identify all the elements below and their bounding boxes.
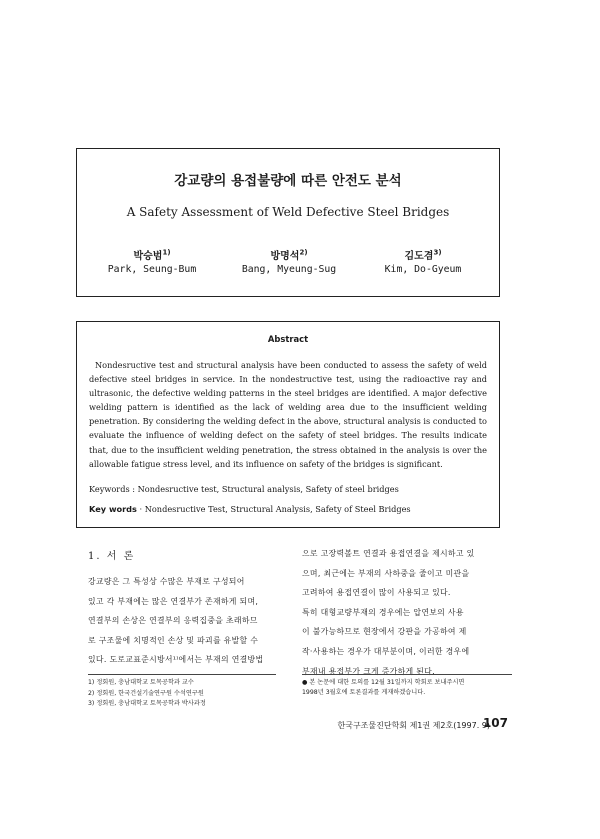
right-column bbox=[302, 544, 512, 681]
author-1-sup: 1) bbox=[162, 248, 171, 257]
author-1 bbox=[82, 247, 222, 275]
left-line: 있고 각 부재에는 많은 연결부가 존재하게 되며, bbox=[88, 596, 259, 606]
author-1-english: Park, Seung-Bum bbox=[107, 264, 197, 275]
author-1-korean: 박승범 bbox=[133, 251, 163, 262]
title-box bbox=[76, 148, 500, 297]
korean-title: 강교량의 용접불량에 따른 안전도 분석 bbox=[174, 173, 402, 189]
right-line: 고려하여 용접연결이 많이 사용되고 있다. bbox=[302, 588, 451, 598]
author-3 bbox=[353, 247, 493, 275]
footnote-1: 1) 정회원, 충남대학교 토목공학과 교수 bbox=[88, 679, 194, 686]
right-line: 이 불가능하므로 현장에서 강판을 가공하여 제 bbox=[302, 627, 467, 637]
abstract-keywords: Keywords : Nondesructive test, Structural analysis, Safety of steel bridges bbox=[89, 484, 399, 494]
key-words: Key words · Nondesructive Test, Structural Analysis, Safety of Steel Bridges bbox=[89, 504, 411, 514]
author-2-korean: 방명석 bbox=[270, 251, 300, 262]
abstract-box bbox=[76, 321, 500, 528]
key-words-value: Nondesructive Test, Structural Analysis, Safety of Steel Bridges bbox=[144, 504, 411, 514]
author-3-english: Kim, Do-Gyeum bbox=[384, 264, 462, 275]
footnote-2: 2) 정회원, 한국건설기술연구원 수석연구원 bbox=[88, 689, 204, 697]
english-title: A Safety Assessment of Weld Defective Steel Bridges bbox=[126, 205, 450, 219]
left-line: 있다. 도로교표준시방서¹⁾에서는 부재의 연결방법 bbox=[88, 655, 264, 665]
abstract-heading: Abstract bbox=[267, 334, 309, 344]
right-line: 으며, 최근에는 부재의 사하중을 줄이고 미관을 bbox=[302, 568, 470, 578]
right-footnote-rule bbox=[302, 674, 512, 675]
section-number: 1. bbox=[88, 551, 102, 562]
left-line: 강교량은 그 특성상 수많은 부재로 구성되어 bbox=[88, 577, 245, 586]
journal-footer: 한국구조물진단학회 제1권 제2호(1997. 9) bbox=[337, 721, 490, 730]
footnotes bbox=[88, 678, 206, 710]
key-words-label: Key words bbox=[89, 504, 137, 514]
left-line: 로 구조물에 치명적인 손상 및 파괴를 유발할 수 bbox=[88, 635, 259, 645]
discussion-note bbox=[302, 678, 514, 698]
section-heading bbox=[88, 547, 135, 562]
footnote-rule bbox=[88, 674, 276, 675]
author-3-sup: 3) bbox=[433, 248, 442, 257]
footnote-3: 3) 정회원, 충남대학교 토목공학과 박사과정 bbox=[88, 700, 206, 707]
right-line: 부재내 용접부가 크게 증가하게 된다. bbox=[302, 666, 435, 676]
author-2 bbox=[219, 247, 359, 275]
page-number: 107 bbox=[482, 716, 508, 730]
author-3-korean: 김도겸 bbox=[404, 251, 434, 262]
right-line: 작·사용하는 경우가 대부분이며, 이러한 경우에 bbox=[302, 646, 470, 656]
author-2-english: Bang, Myeung-Sug bbox=[241, 264, 337, 275]
author-2-sup: 2) bbox=[299, 248, 308, 257]
abstract-body: Nondesructive test and structural analysis have been conducted to assess the safety of weld defective steel bridges in service. In the nondestructive test, using the radioactive ray and ultrasonic, the defective welding patterns in the steel bridges are identified. A major defective welding pattern is identified as the lack of welding area due to the insufficient welding penetration. By considering the welding defect in the above, structural analysis is conducted to evaluate the influence of welding defect on the safety of steel bridges. The results indicate that, due to the insufficient welding penetration, the stress obtained in the analysis is over the allowable fatigue stress level, and its influence on safety of the bridges is significant. bbox=[89, 360, 487, 469]
left-line: 연결부의 손상은 연결부의 응력집중을 초래하므 bbox=[88, 616, 258, 626]
left-column bbox=[88, 572, 280, 670]
section-title: 서 론 bbox=[106, 551, 136, 562]
discussion-note-line-2: 1998년 3월호에 토론결과를 게재하겠습니다. bbox=[302, 689, 426, 696]
right-line: 으로 고장력볼트 연결과 용접연결을 제시하고 있 bbox=[302, 549, 475, 558]
discussion-note-line-1: ● 본 논문에 대한 토의를 12월 31일까지 학회로 보내주시면 bbox=[302, 679, 465, 686]
right-line: 특히 대형교량부재의 경우에는 압연보의 사용 bbox=[302, 607, 464, 617]
